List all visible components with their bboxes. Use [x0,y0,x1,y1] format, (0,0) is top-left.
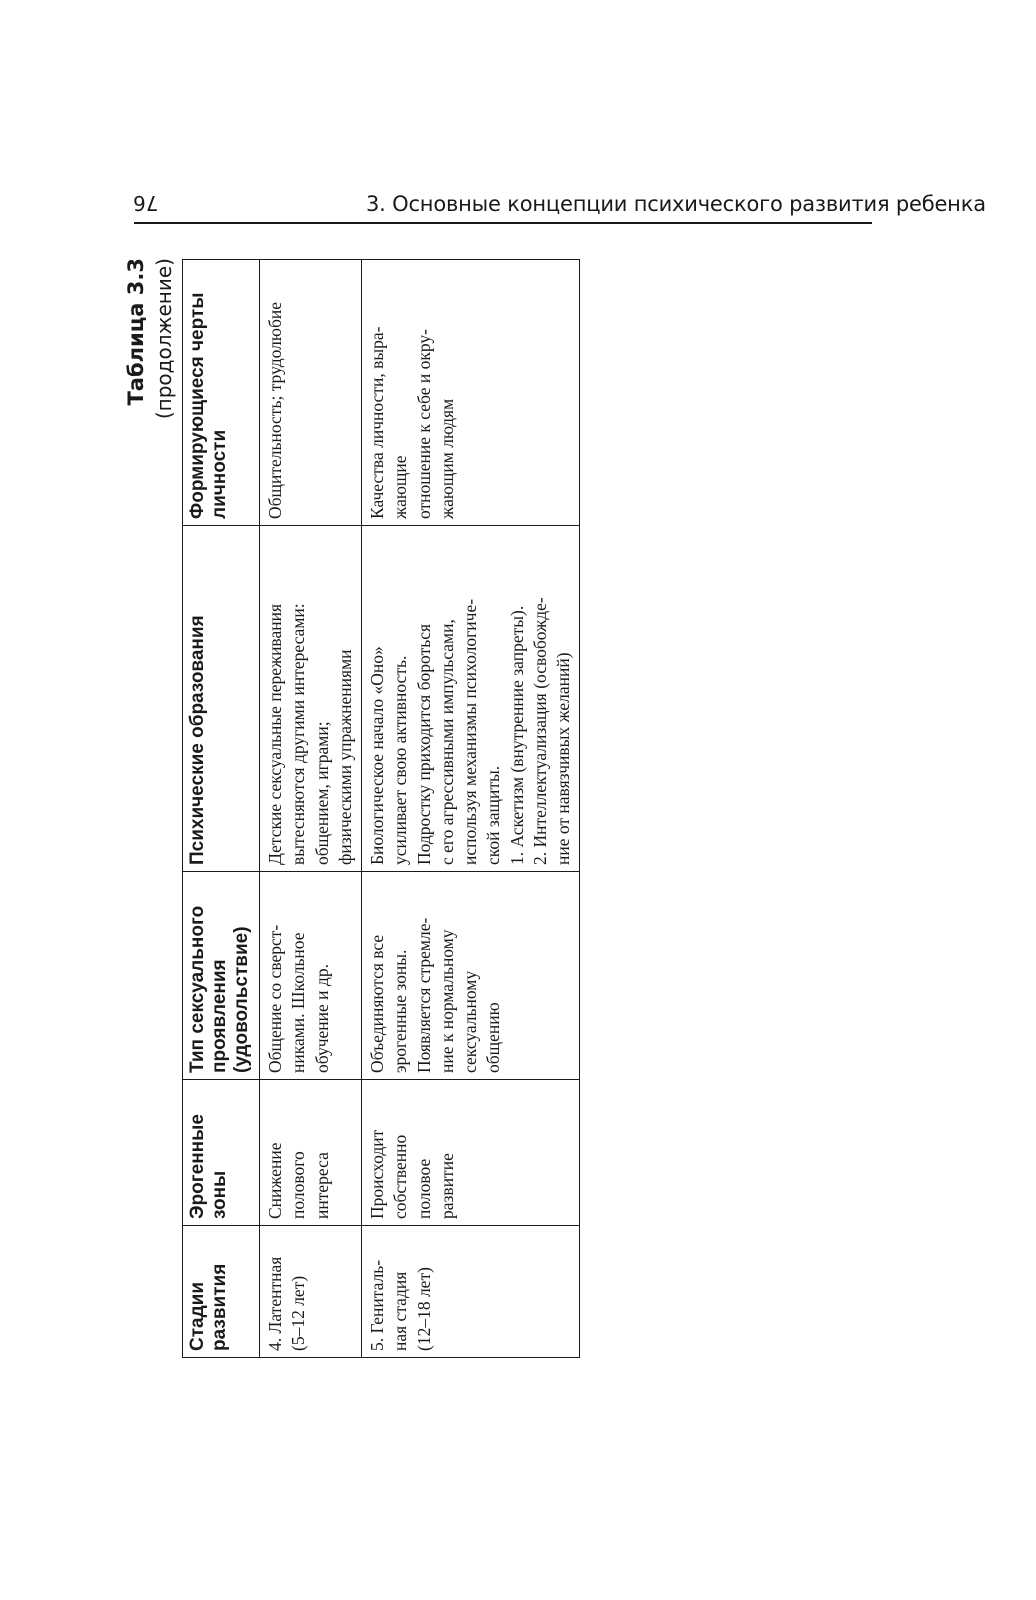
cell-line: Объединяются все [367,934,388,1073]
table-title: Таблица 3.3 [124,258,148,406]
cell-line: 1. Аскетизм (внутренние запреты). [506,605,527,865]
cell-formations [260,526,362,872]
page-number: 76 [133,191,159,215]
cell-stage [362,1226,580,1358]
running-head: 3. Основные концепции психического развития ребенка [366,192,986,216]
cell-line: интереса [311,1152,332,1219]
cell-line: (5–12 лет) [288,1275,309,1351]
cell-line: половое [413,1158,434,1219]
cell-line: никами. Школьное [288,932,309,1073]
cell-line: Качества личности, выра- [367,326,388,519]
cell-type [362,872,580,1080]
cell-line: ная стадия [390,1271,411,1351]
cell-line: Снижение [265,1142,285,1219]
cell-line: 4. Латентная [265,1256,285,1351]
cell-line: физическими упражнениями [334,649,355,865]
cell-line: ние к нормальному [436,929,457,1073]
cell-line: ние от навязчивых желаний) [553,652,574,865]
cell-line: 5. Гениталь- [367,1259,388,1351]
cell-traits [362,260,580,526]
cell-line: вытесняются другими интересами: [288,603,309,865]
header-zones: Эрогенные зоны [183,1080,260,1226]
header-formations: Психические образования [183,526,260,872]
header-type: Тип сексуального проявления (удовольствие) [183,872,260,1080]
cell-line: Детские сексуальные переживания [265,603,285,865]
cell-line: жающие [390,455,411,519]
header-stage: Стадии развития [183,1226,260,1358]
table-row [362,260,580,1358]
cell-line: собственно [390,1134,411,1219]
cell-line: Биологическое начало «Оно» [367,646,388,865]
cell-line: сексуальному [460,970,481,1073]
cell-line: полового [288,1151,309,1219]
cell-line: 2. Интеллектуализация (освобожде- [529,597,550,865]
header-rule [134,222,872,224]
cell-line: Появляется стремле- [413,917,434,1073]
cell-line: отношение к себе и окру- [413,329,434,519]
cell-line: Общительность; трудолюбие [265,302,285,519]
cell-line: с его агрессивными импульсами, [436,619,457,865]
cell-line: общению [483,1002,504,1073]
table-caption [126,258,147,470]
cell-line: ской защиты. [483,765,504,865]
cell-line: обучение и др. [311,964,332,1073]
cell-line: Общение со сверст- [265,924,285,1073]
cell-line: Подростку приходится бороться [413,623,434,865]
cell-stage [260,1226,362,1358]
cell-type [260,872,362,1080]
cell-line: Происходит [367,1129,388,1219]
cell-traits [260,260,362,526]
cell-line: развитие [436,1153,457,1219]
table-row [260,260,362,1358]
cell-zones [260,1080,362,1226]
cell-line: (12–18 лет) [413,1267,434,1351]
cell-zones [362,1080,580,1226]
cell-formations [362,526,580,872]
cell-line: общением, играми; [311,721,332,865]
header-traits: Формирующиеся черты личности [183,260,260,526]
cell-line: используя механизмы психологиче- [460,598,481,865]
stages-table [182,259,580,1358]
cell-line: жающим людям [436,398,457,519]
cell-line: усиливает свою активность. [390,655,411,865]
cell-line: эрогенные зоны. [390,949,411,1073]
table-subtitle: (продолжение) [152,258,176,420]
table-header-row [183,260,260,1358]
